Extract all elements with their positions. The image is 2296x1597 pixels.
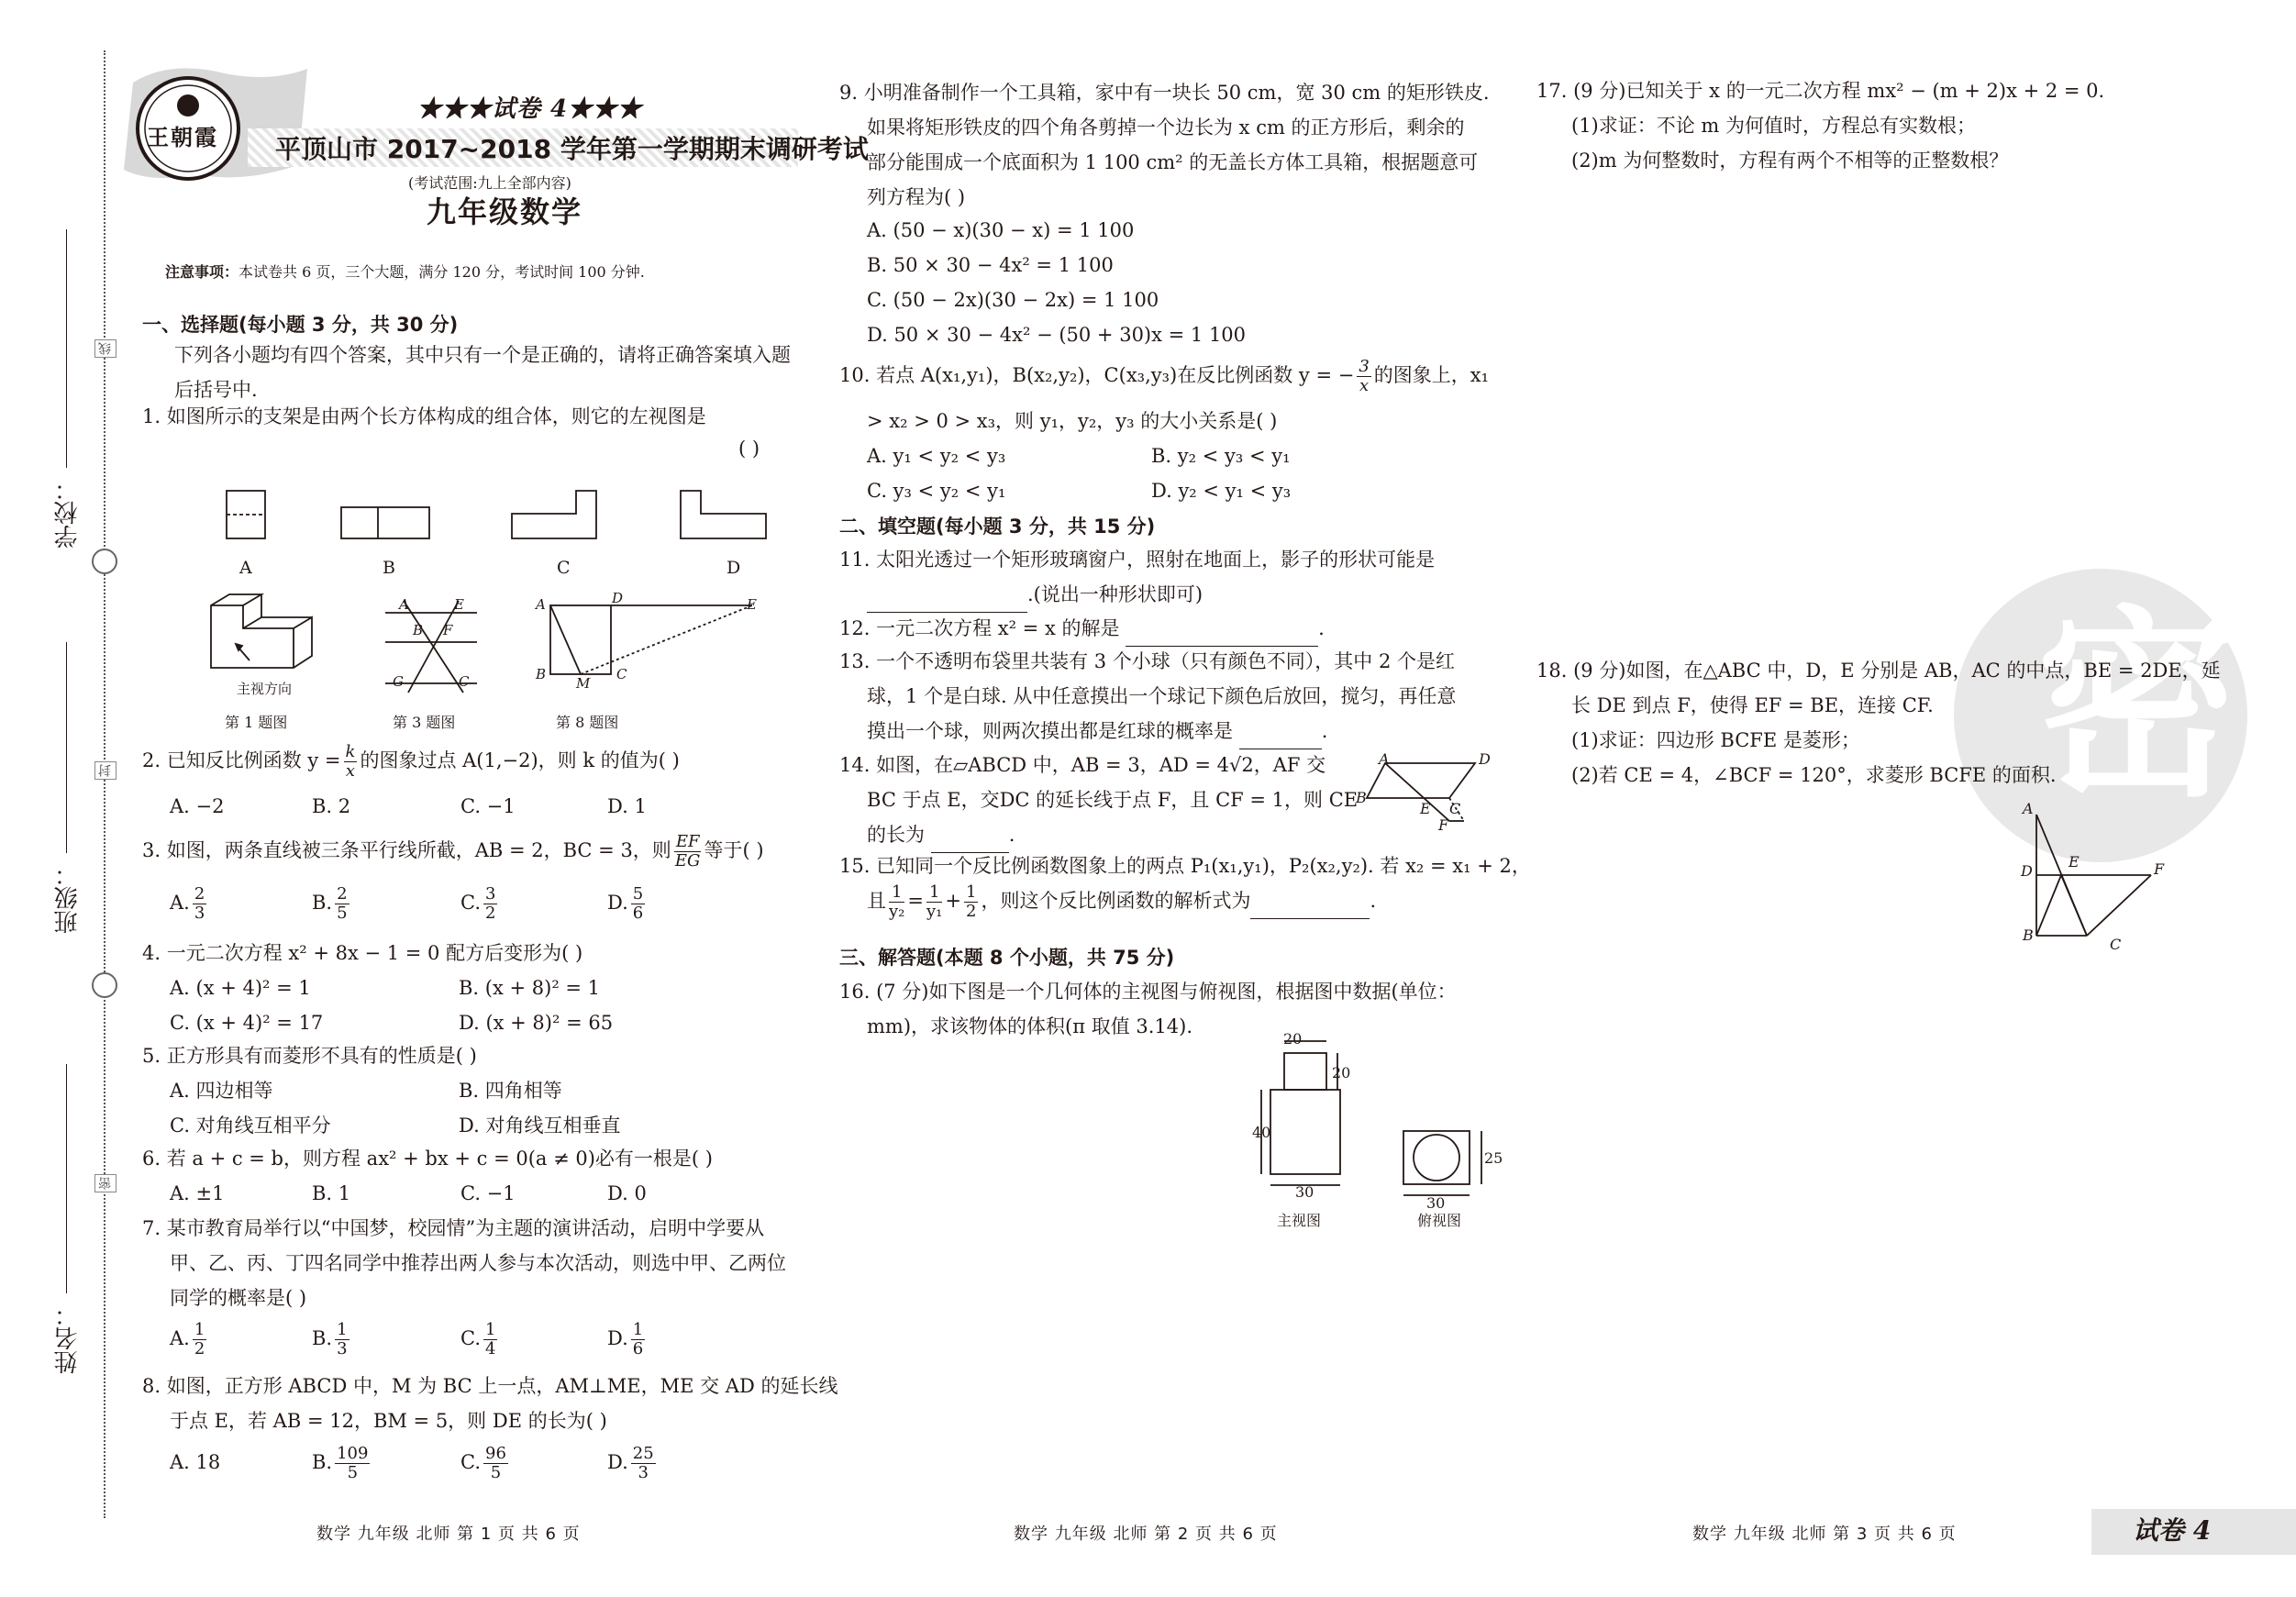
q5-option-d[interactable]: D. 对角线互相垂直 — [459, 1115, 621, 1137]
q11-answer-blank[interactable] — [867, 577, 1027, 613]
q6-option-d[interactable]: D. 0 — [607, 1182, 647, 1204]
question-2: 2. 已知反比例函数 y = $\frac{k}{x}$ 的图象过点 A(1,−2)，则 k 的值为( ) — [142, 742, 680, 781]
q5-option-b[interactable]: B. 四角相等 — [459, 1080, 562, 1102]
answer-paren[interactable]: ( ) — [738, 438, 760, 460]
class-blank[interactable] — [66, 642, 67, 853]
q7-option-b[interactable]: B. $\frac{1}{3}$ — [312, 1320, 348, 1359]
q4-option-b[interactable]: B. (x + 8)² = 1 — [459, 977, 601, 999]
q6-option-b[interactable]: B. 1 — [312, 1182, 351, 1204]
footer-page-1: 数学 九年级 北师 第 1 页 共 6 页 — [316, 1525, 581, 1544]
q10-option-a[interactable]: A. y₁ < y₂ < y₃ — [867, 445, 1006, 467]
question-1: 1. 如图所示的支架是由两个长方体构成的组合体，则它的左视图是 — [142, 405, 706, 427]
question-10-line2: > x₂ > 0 > x₃，则 y₁，y₂，y₃ 的大小关系是( ) — [867, 410, 1278, 432]
q3-option-a[interactable]: A. $\frac{2}{3}$ — [170, 884, 205, 923]
q8-option-b[interactable]: B. $\frac{109}{5}$ — [312, 1444, 369, 1482]
question-14: 14. 如图，在▱ABCD 中，AB = 3，AD = 4√2，AF 交 BC 于点 E，交DC 的延长线于点 F，且 CF = 1，则 CE 的长为 . — [839, 748, 1358, 853]
question-8-options — [170, 1445, 793, 1482]
question-17: 17. (9 分)已知关于 x 的一元二次方程 mx² − (m + 2)x + 2 = 0. (1)求证：不论 m 为何值时，方程总有实数根； (2)m 为何整数时，方程有两个不相等的正整数根？ — [1536, 80, 2105, 172]
q3-option-c[interactable]: C. $\frac{3}{2}$ — [460, 884, 496, 923]
question-18: 18. (9 分)如图，在△ABC 中，D，E 分别是 AB，AC 的中点，BE = 2DE，延 长 DE 到点 F，使得 EF = BE，连接 CF. (1)求证：四边形 BCFE 是菱形； (2)若 CE = 4，∠BCF = 120°，求菱形 BCFE 的面积. — [1536, 660, 2221, 786]
q1-option-d-label: D — [727, 558, 741, 578]
question-10: 10. 若点 A(x₁,y₁)，B(x₂,y₂)，C(x₃,y₃)在反比例函数 y = − $\frac{3}{x}$ 的图象上，x₁ — [839, 357, 1490, 395]
exam-title: 平顶山市 2017~2018 学年第一学期期末调研考试 — [275, 134, 869, 164]
binding-hole-icon — [92, 972, 117, 998]
seal-line-mark: 线 — [94, 339, 116, 358]
fig16-views — [1229, 1032, 1523, 1215]
question-9-options — [867, 213, 1246, 352]
question-7-options — [170, 1321, 793, 1359]
subject-title: 九年级数学 — [427, 194, 583, 229]
fig3-caption: 第 3 题图 — [393, 714, 456, 731]
fig1-arrow-label: 主视方向 — [237, 681, 293, 697]
question-2-options — [170, 789, 793, 824]
q9-option-a[interactable]: A. (50 − x)(30 − x) = 1 100 — [867, 219, 1135, 241]
exam-scope: (考试范围:九上全部内容) — [408, 174, 571, 192]
question-16: 16. (7 分)如下图是一个几何体的主视图与俯视图，根据图中数据(单位： mm)，求该物体的体积(π 取值 3.14). — [839, 981, 1457, 1037]
question-4-options — [170, 970, 793, 1040]
question-8: 8. 如图，正方形 ABCD 中，M 为 BC 上一点，AM⊥ME，ME 交 AD 的延长线 于点 E，若 AB = 12，BM = 5，则 DE 的长为( ) — [142, 1375, 838, 1432]
paper-number: ★★★试卷 4★★★ — [417, 95, 643, 123]
name-label: 姓名： — [54, 1303, 82, 1374]
question-15: 15. 已知同一个反比例函数图象上的两点 P₁(x₁,y₁)，P₂(x₂,y₂). 若 x₂ = x₁ + 2， 且 $\frac{1}{\text{y₂}}$ = $\frac{1}{\text{y₁}}$ + $\frac{1}{2}$ ，则这个反比例函数的解析式为 . — [839, 855, 1531, 921]
q10-option-c[interactable]: C. y₃ < y₂ < y₁ — [867, 480, 1006, 502]
question-6: 6. 若 a + c = b，则方程 ax² + bx + c = 0(a ≠ 0)必有一根是( ) — [142, 1148, 713, 1170]
footer-page-2: 数学 九年级 北师 第 2 页 共 6 页 — [1014, 1525, 1278, 1544]
school-blank[interactable] — [66, 229, 67, 468]
q6-option-c[interactable]: C. −1 — [460, 1182, 516, 1204]
fig16-top-caption: 俯视图 — [1417, 1212, 1462, 1229]
seal-seal-mark: 封 — [94, 761, 116, 780]
q10-option-d[interactable]: D. y₂ < y₁ < y₃ — [1151, 480, 1292, 502]
question-12: 12. 一元二次方程 x² = x 的解是 . — [839, 611, 1325, 647]
q6-option-a[interactable]: A. ±1 — [170, 1182, 225, 1204]
q2-option-b[interactable]: B. 2 — [312, 795, 351, 817]
question-3: 3. 如图，两条直线被三条平行线所截，AB = 2，BC = 3，则 $\frac{EF}{EG}$ 等于( ) — [142, 832, 764, 871]
footer-badge: 试卷 4 — [2133, 1515, 2212, 1546]
school-label: 学校： — [54, 477, 82, 549]
q1-option-c-label: C — [557, 558, 571, 578]
binding-hole-icon — [92, 549, 117, 574]
q13-answer-blank[interactable] — [1239, 714, 1322, 749]
footer-page-3: 数学 九年级 北师 第 3 页 共 6 页 — [1692, 1525, 1957, 1544]
q4-option-d[interactable]: D. (x + 8)² = 65 — [459, 1012, 614, 1034]
q1-option-b-label: B — [383, 558, 395, 578]
question-9: 9. 小明准备制作一个工具箱，家中有一块长 50 cm，宽 30 cm 的矩形铁皮. 如果将矩形铁皮的四个角各剪掉一个边长为 x cm 的正方形后，剩余的 部分能围成一个底面积为 1 100 cm² 的无盖长方体工具箱，根据题意可 列方程为( ) — [839, 82, 1490, 208]
question-10-options — [867, 438, 1463, 508]
question-7: 7. 某市教育局举行以“中国梦，校园情”为主题的演讲活动，启明中学要从 甲、乙、丙、丁四名同学中推荐出两人参与本次活动，则选中甲、乙两位 同学的概率是( ) — [142, 1217, 786, 1309]
section3-heading: 三、解答题(本题 8 个小题，共 75 分) — [839, 947, 1175, 969]
notice: 注意事项：本试卷共 6 页，三个大题，满分 120 分，考试时间 100 分钟. — [165, 263, 645, 281]
section2-heading: 二、填空题(每小题 3 分，共 15 分) — [839, 516, 1156, 538]
question-5-options — [170, 1073, 793, 1143]
q15-answer-blank[interactable] — [1250, 883, 1370, 919]
q4-option-a[interactable]: A. (x + 4)² = 1 — [170, 977, 311, 999]
q8-option-d[interactable]: D. $\frac{25}{3}$ — [607, 1444, 654, 1482]
q1-option-a-label: A — [239, 558, 252, 578]
q7-option-a[interactable]: A. $\frac{1}{2}$ — [170, 1320, 205, 1359]
q5-option-c[interactable]: C. 对角线互相平分 — [170, 1115, 331, 1137]
q7-option-c[interactable]: C. $\frac{1}{4}$ — [460, 1320, 496, 1359]
q2-option-d[interactable]: D. 1 — [607, 795, 647, 817]
q2-option-a[interactable]: A. −2 — [170, 795, 225, 817]
fig1-caption: 第 1 题图 — [225, 714, 288, 731]
name-blank[interactable] — [66, 1064, 67, 1293]
q7-option-d[interactable]: D. $\frac{1}{6}$ — [607, 1320, 644, 1359]
q12-answer-blank[interactable] — [1126, 611, 1318, 647]
question-3-options — [170, 885, 793, 923]
class-label: 班级： — [54, 862, 82, 934]
question-4: 4. 一元二次方程 x² + 8x − 1 = 0 配方后变形为( ) — [142, 942, 583, 964]
question-6-options — [170, 1176, 793, 1211]
logo-text: 王朝霞 — [147, 124, 218, 150]
section1-intro: 下列各小题均有四个答案，其中只有一个是正确的，请将正确答案填入题后括号中. — [174, 344, 791, 401]
q5-option-a[interactable]: A. 四边相等 — [170, 1080, 273, 1102]
q10-option-b[interactable]: B. y₂ < y₃ < y₁ — [1151, 445, 1291, 467]
q3-option-d[interactable]: D. $\frac{5}{6}$ — [607, 884, 644, 923]
watermark-stamp-text: 密 — [2036, 589, 2239, 824]
section1-heading: 一、选择题(每小题 3 分，共 30 分) — [142, 314, 459, 336]
q4-option-c[interactable]: C. (x + 4)² = 17 — [170, 1012, 324, 1034]
q2-option-c[interactable]: C. −1 — [460, 795, 516, 817]
fig8-caption: 第 8 题图 — [556, 714, 619, 731]
q9-option-b[interactable]: B. 50 × 30 − 4x² = 1 100 — [867, 254, 1114, 276]
question-13: 13. 一个不透明布袋里共装有 3 个小球（只有颜色不同），其中 2 个是红 球，1 个是白球. 从中任意摸出一个球记下颜色后放回，搅匀，再任意 摸出一个球，则两次摸出都是红球的概率是 . — [839, 644, 1500, 749]
q9-option-c[interactable]: C. (50 − 2x)(30 − 2x) = 1 100 — [867, 289, 1159, 311]
question-11: 11. 太阳光透过一个矩形玻璃窗户，照射在地面上，影子的形状可能是 .(说出一种形状即可) — [839, 542, 1435, 613]
seal-dense-mark: 密 — [94, 1174, 116, 1192]
q8-option-c[interactable]: C. $\frac{96}{5}$ — [460, 1444, 506, 1482]
q9-option-d[interactable]: D. 50 × 30 − 4x² − (50 + 30)x = 1 100 — [867, 324, 1247, 346]
q8-option-a[interactable]: A. 18 — [170, 1451, 221, 1473]
q1-option-views — [138, 477, 798, 596]
fig16-front-caption: 主视图 — [1277, 1212, 1322, 1229]
fig18-rhombus — [2023, 807, 2160, 945]
q3-option-b[interactable]: B. $\frac{2}{5}$ — [312, 884, 348, 923]
question-5: 5. 正方形具有而菱形不具有的性质是( ) — [142, 1045, 477, 1067]
